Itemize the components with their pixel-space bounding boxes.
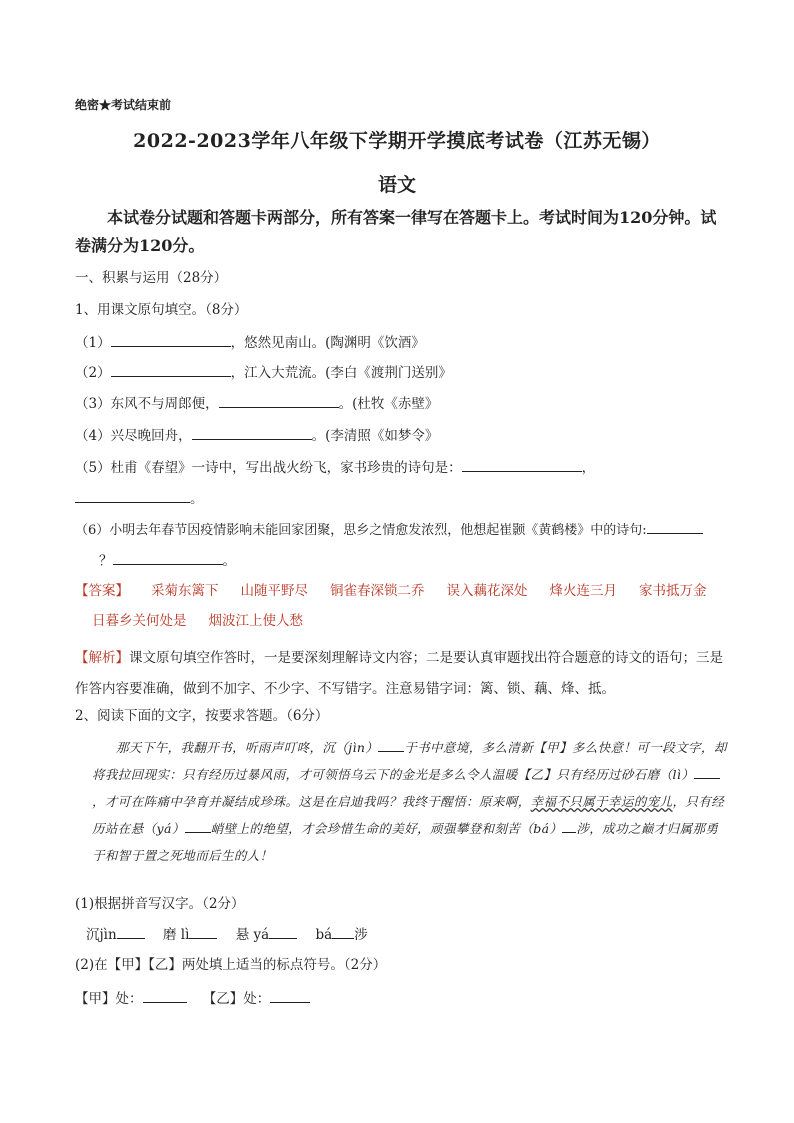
passage-text: 峭壁上的绝望，才会珍惜生命的美好，顽强攀登和刻苦（bá） xyxy=(210,821,563,836)
question-1-stem: 1、用课文原句填空。（8分） xyxy=(75,302,248,318)
answer-blank[interactable] xyxy=(111,362,231,377)
item-text: ？ xyxy=(99,553,113,569)
item-number: （1） xyxy=(75,335,111,351)
item-text: 。(李清照《如梦令》 xyxy=(311,428,439,444)
exam-title: 2022-2023学年八年级下学期开学摸底考试卷（江苏无锡） xyxy=(133,130,661,152)
q1-item-5 xyxy=(75,457,595,478)
answer-item: 误入藕花深处 xyxy=(446,583,528,599)
pinyin-label: 悬 yá xyxy=(235,927,270,943)
answer-blank[interactable] xyxy=(694,766,720,779)
passage-text: 于书中意境，多么清新【甲】多么快意！可一段文字，却将我拉回现实：只有经历过暴风雨，才可领悟乌云下的金光是多么令人温暖【乙】只有经历过砂石磨（lì） xyxy=(92,740,727,782)
answer-blank[interactable] xyxy=(75,488,190,503)
jia-label: 【甲】处： xyxy=(75,991,143,1007)
section-heading: 一、积累与运用（28分） xyxy=(75,270,228,286)
passage-text: 涉，成功之巅才归属那勇于和智于置之死地而后生的人！ xyxy=(92,821,719,863)
answer-item: 铜雀春深锁二乔 xyxy=(330,583,425,599)
item-number: （4） xyxy=(75,428,111,444)
answer-blank[interactable] xyxy=(192,425,312,440)
answer-item: 山随平野尽 xyxy=(240,583,308,599)
pinyin-label: bá xyxy=(315,927,333,943)
q1-item-1 xyxy=(75,332,425,353)
reading-passage xyxy=(92,734,728,869)
answer-item: 家书抵万金 xyxy=(639,583,707,599)
answer-blank[interactable] xyxy=(647,519,703,534)
analysis-label: 【解析】 xyxy=(75,650,129,666)
item-number: （3） xyxy=(75,396,111,412)
answer-blank[interactable] xyxy=(185,820,211,833)
analysis-text: 课文原句填空作答时，一是要深刻理解诗文内容；二是要认真审题找出符合题意的诗文的语句；三是作答内容要准确，做到不加字、不少字、不写错字。注意易错字词：篱、锁、藕、烽、抵。 xyxy=(75,650,723,697)
punctuation-line xyxy=(75,988,310,1009)
pinyin-label: 沉jìn xyxy=(86,927,117,943)
item-text: ，江入大荒流。(李白《渡荆门送别》 xyxy=(230,365,452,381)
answer-item: 烽火连三月 xyxy=(549,583,617,599)
answer-blank[interactable] xyxy=(117,924,145,939)
item-text: 兴尽晚回舟， xyxy=(110,428,192,444)
pinyin-label: 涉 xyxy=(354,927,368,943)
q1-item-4 xyxy=(75,425,438,446)
item-number: （2） xyxy=(75,365,111,381)
item-text: 东风不与周郎便， xyxy=(110,396,219,412)
subject-title: 语文 xyxy=(377,174,416,196)
item-number: （6） xyxy=(75,523,110,538)
yi-label: 【乙】处： xyxy=(202,991,271,1007)
question-2-stem: 2、阅读下面的文字，按要求答题。（6分） xyxy=(75,708,329,724)
sub-question-1: (1)根据拼音写汉字。（2分） xyxy=(75,896,245,912)
item-text: 。 xyxy=(190,491,204,507)
answer-line-2 xyxy=(92,611,303,631)
q1-item-6-cont xyxy=(75,550,236,571)
item-text: 。 xyxy=(222,553,236,569)
confidential-tag: 绝密★考试结束前 xyxy=(75,98,172,112)
q1-item-6 xyxy=(75,519,703,541)
sub-question-2: (2)在【甲】【乙】两处填上适当的标点符号。（2分） xyxy=(75,957,387,973)
q1-item-5-cont xyxy=(75,488,204,509)
q1-item-2 xyxy=(75,362,452,383)
item-text: 。(杜牧《赤壁》 xyxy=(338,396,439,412)
answer-line xyxy=(75,581,707,601)
pinyin-label: 磨 lì xyxy=(163,927,190,943)
answer-blank[interactable] xyxy=(378,739,404,752)
passage-text: ，只有经历站在悬（yá） xyxy=(92,794,725,836)
item-number: （5） xyxy=(75,460,111,476)
analysis-block xyxy=(75,643,725,705)
answer-blank[interactable] xyxy=(113,550,223,565)
answer-label: 【答案】 xyxy=(75,583,129,599)
passage-text: ，才可在阵痛中孕育并凝结成珍珠。这是在启迪我吗？我终于醒悟：原来啊， xyxy=(92,794,531,809)
answer-blank[interactable] xyxy=(219,393,339,408)
answer-item: 烟波江上使人愁 xyxy=(208,613,303,629)
item-text: 杜甫《春望》一诗中，写出战火纷飞，家书珍贵的诗句是： xyxy=(110,460,462,476)
item-text: 小明去年春节因疫情影响未能回家团聚，思乡之情愈发浓烈，他想起崔颢《黄鹤楼》中的诗句: xyxy=(109,523,647,538)
item-text: ，悠然见南山。(陶渊明《饮酒》 xyxy=(230,335,425,351)
answer-blank[interactable] xyxy=(189,924,217,939)
pinyin-line xyxy=(86,924,368,945)
q1-item-3 xyxy=(75,393,438,414)
answer-blank[interactable] xyxy=(111,332,231,347)
answer-blank[interactable] xyxy=(269,924,297,939)
item-text: ， xyxy=(581,460,596,476)
answer-blank[interactable] xyxy=(562,820,576,833)
exam-instructions: 本试卷分试题和答题卡两部分，所有答案一律写在答题卡上。考试时间为120分钟。试卷满分为120分。 xyxy=(75,208,717,255)
answer-blank[interactable] xyxy=(462,457,582,472)
answer-item: 日暮乡关何处是 xyxy=(92,613,187,629)
yi-answer-blank[interactable] xyxy=(270,988,310,1003)
answer-blank[interactable] xyxy=(332,924,354,939)
passage-text: 那天下午，我翻开书，听雨声叮咚，沉（jìn） xyxy=(116,740,379,755)
answer-item: 采菊东篱下 xyxy=(151,583,219,599)
passage-underlined-text: 幸福不只属于幸运的宠儿 xyxy=(530,794,673,809)
jia-answer-blank[interactable] xyxy=(143,988,187,1003)
